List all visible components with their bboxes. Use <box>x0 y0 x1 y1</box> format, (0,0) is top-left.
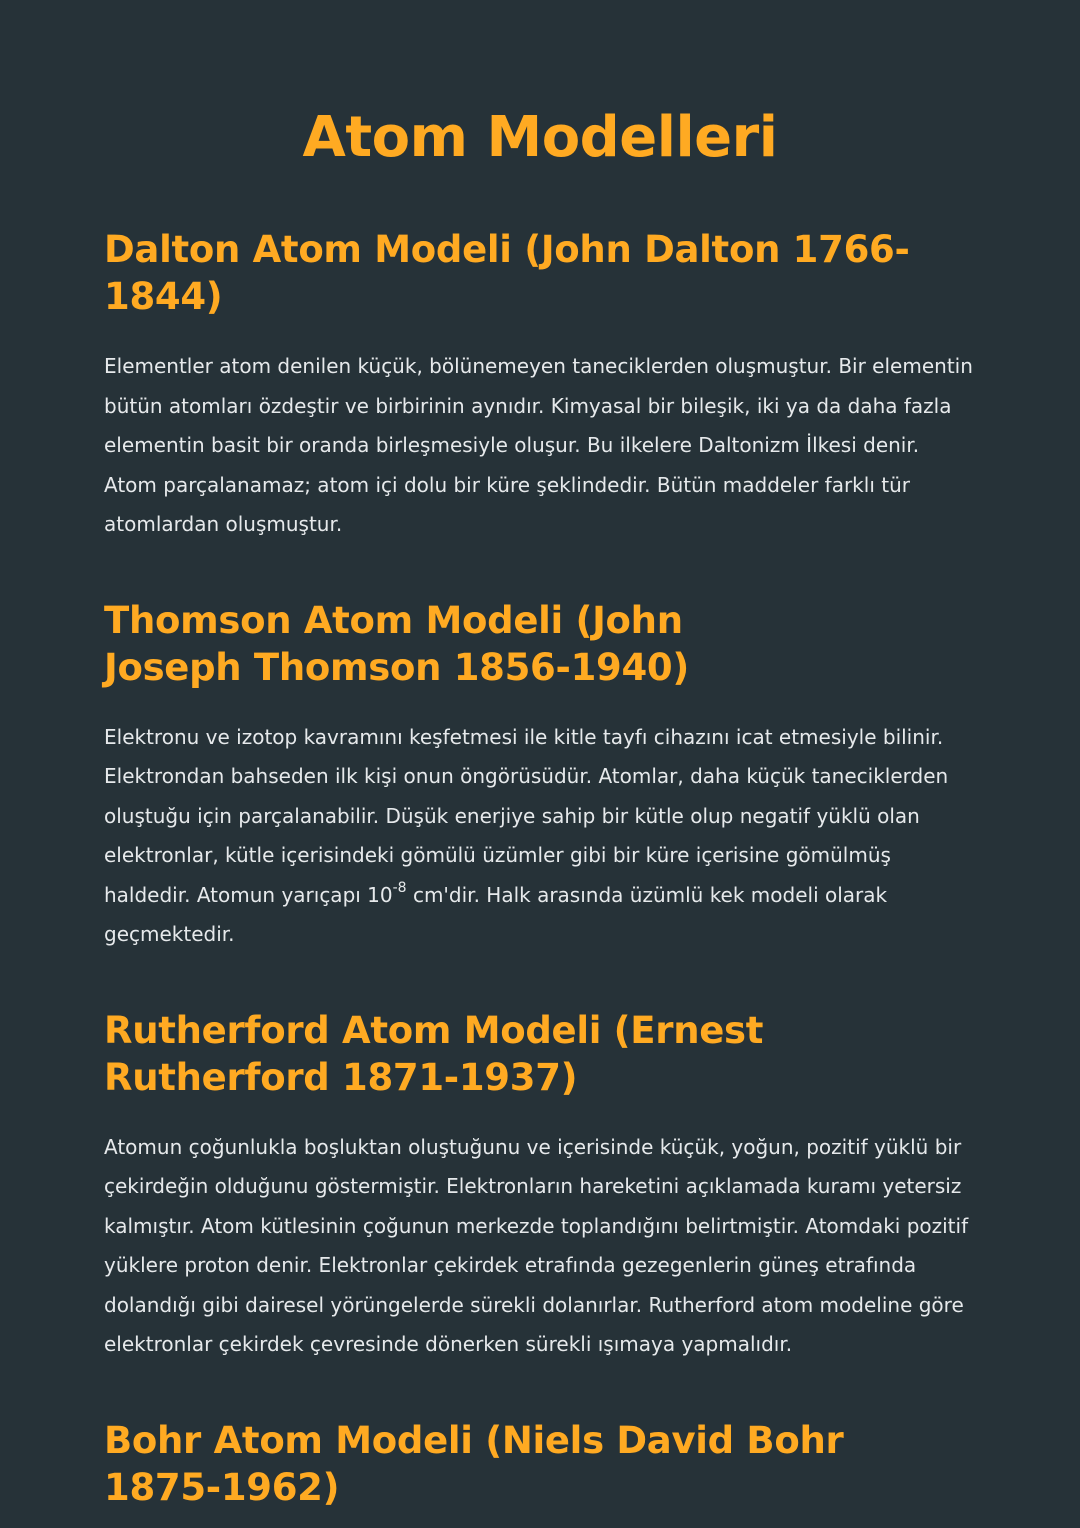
section-heading-thomson: Thomson Atom Modeli (John Joseph Thomson 1856-1940) <box>104 598 689 689</box>
section-thomson <box>104 597 976 955</box>
section-heading-dalton: Dalton Atom Modeli (John Dalton 1766-1844) <box>104 228 910 318</box>
section-body-rutherford: Atomun çoğunlukla boşluktan oluştuğunu ve içerisinde küçük, yoğun, pozitif yüklü bir çekirdeğin olduğunu göstermiştir. Elektronların hareketini açıklamada kuramı yetersiz kalmıştır. Atom kütlesinin çoğunun merkezde toplandığını belirtmiştir. Atomdaki pozitif yüklere proton denir. Elektronlar çekirdek etrafında gezegenlerin güneş etrafında dolandığı gibi dairesel yörüngelerde sürekli dolanırlar. Rutherford atom modeline göre elektronlar çekirdek çevresinde dönerken sürekli ışımaya yapmalıdır. <box>104 1134 969 1356</box>
section-heading-bohr: Bohr Atom Modeli (Niels David Bohr 1875-1962) <box>104 1418 844 1509</box>
section-body-thomson <box>104 718 976 955</box>
page-title: Atom Modelleri <box>302 105 778 170</box>
section-dalton <box>104 226 976 545</box>
exponent: -8 <box>392 879 407 896</box>
section-body-dalton: Elementler atom denilen küçük, bölünemeyen taneciklerden oluşmuştur. Bir elementin bütün atomları özdeştir ve birbirinin aynıdır. Kimyasal bir bileşik, iki ya da daha fazla elementin basit bir oranda birleşmesiyle oluşur. Bu ilkelere Daltonizm İlkesi denir. Atom parçalanamaz; atom içi dolu bir küre şeklindedir. Bütün maddeler farklı tür atomlardan oluşmuştur. <box>104 354 973 536</box>
section-rutherford <box>104 1007 976 1365</box>
section-bohr <box>104 1417 976 1511</box>
section-body-thomson-text: Elektronu ve izotop kavramını keşfetmesi ile kitle tayfı cihazını icat etmesiyle bilinir. Elektrondan bahseden ilk kişi onun öngörüsüdür. Atomlar, daha küçük taneciklerden oluştuğu için parçalanabilir. Düşük enerjiye sahip bir kütle olup negatif yüklü olan elektronlar, kütle içerisindeki gömülü üzümler gibi bir küre içerisine gömülmüş haldedir. Atomun yarıçapı 10 <box>104 724 949 907</box>
section-body-thomson-text-end: cm'dir. Halk arasında üzümlü kek modeli olarak geçmektedir. <box>104 882 888 946</box>
section-heading-rutherford: Rutherford Atom Modeli (Ernest Rutherford 1871-1937) <box>104 1008 764 1099</box>
